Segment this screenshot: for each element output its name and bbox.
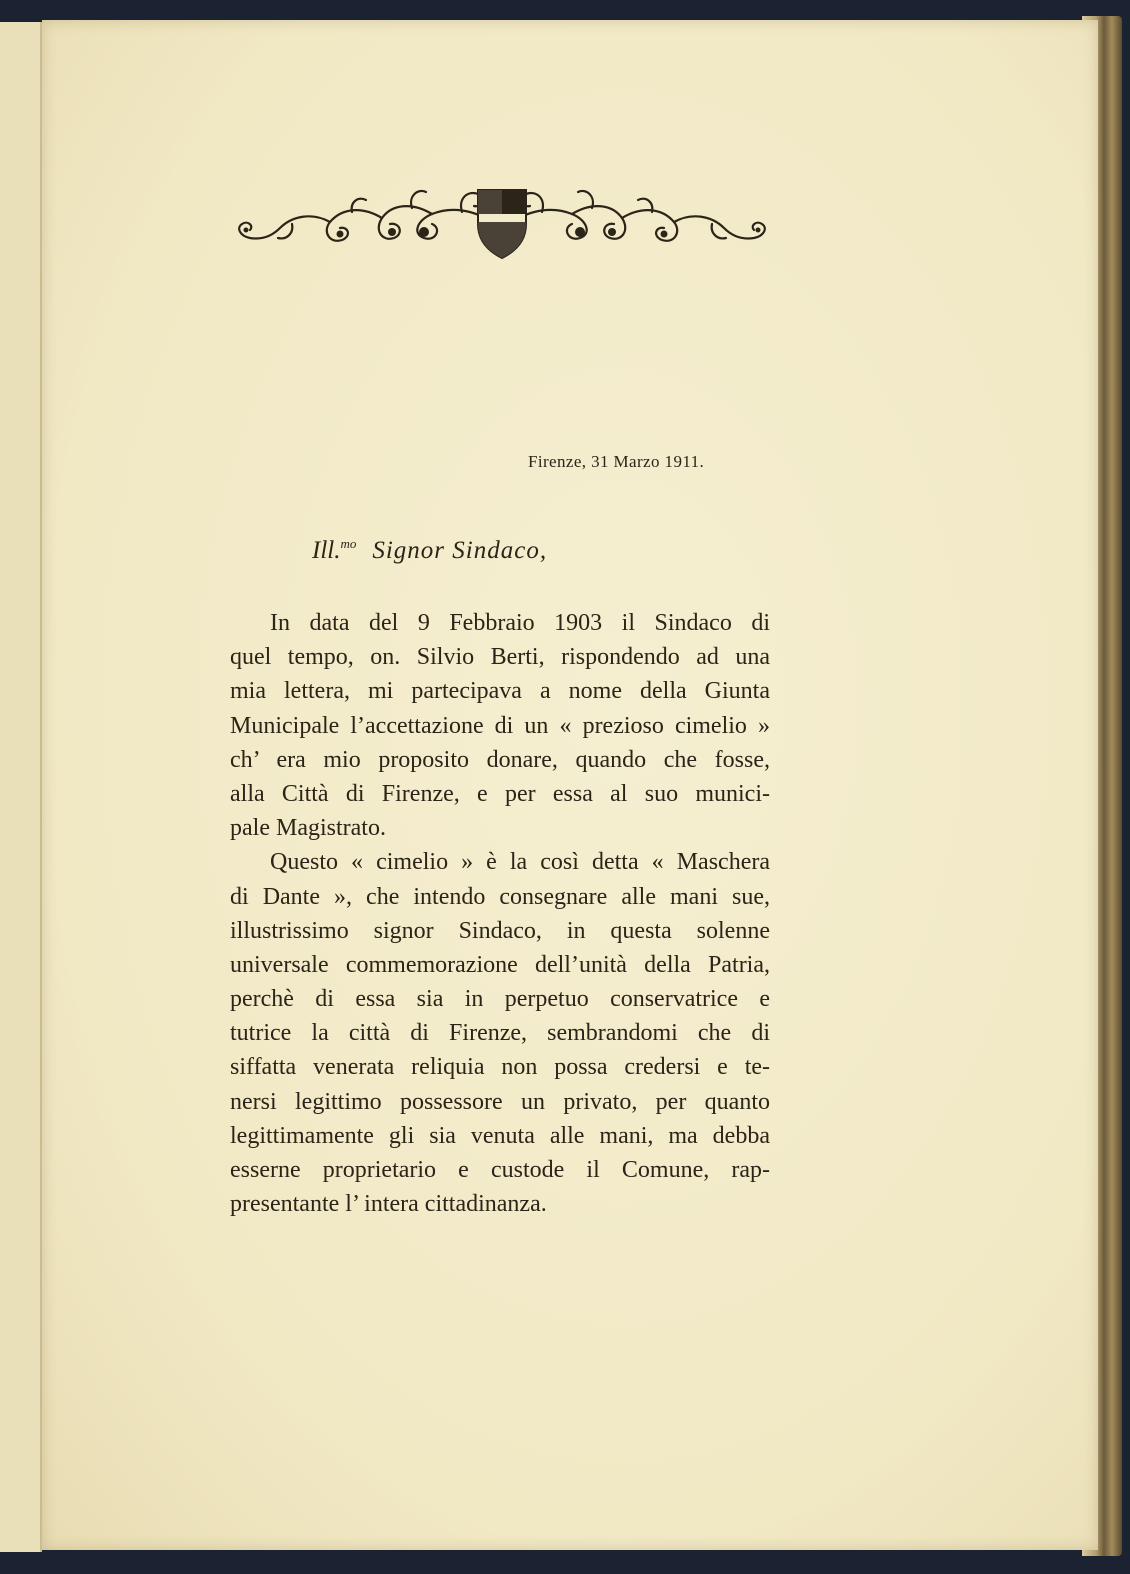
- ornament-headpiece-icon: [232, 182, 772, 262]
- letter-body: [230, 606, 770, 1221]
- text-line: tutrice la città di Firenze, sembrandomi che di: [230, 1020, 770, 1047]
- salutation-superscript: mo: [340, 536, 357, 551]
- text-line: presentante l’ intera cittadinanza.: [230, 1191, 547, 1218]
- text-line: Municipale l’accettazione di un « prezioso cimelio »: [230, 712, 770, 739]
- text-line: legittimamente gli sia venuta alle mani, ma debba: [230, 1122, 770, 1149]
- text-line: In data del 9 Febbraio 1903 il Sindaco di: [270, 610, 770, 636]
- text-line: mia lettera, mi partecipava a nome della Giunta: [230, 678, 770, 705]
- text-line: esserne proprietario e custode il Comune, rap-: [230, 1157, 770, 1183]
- paragraph-1: [230, 606, 770, 845]
- text-line: siffatta venerata reliquia non possa credersi e te-: [230, 1054, 770, 1081]
- text-line: quel tempo, on. Silvio Berti, rispondendo ad una: [230, 644, 770, 671]
- text-line: illustrissimo signor Sindaco, in questa solenne: [230, 917, 770, 944]
- text-line: nersi legittimo possessore un privato, per quanto: [230, 1088, 770, 1115]
- salutation-text: Signor Sindaco,: [372, 537, 548, 564]
- text-line: di Dante », che intendo consegnare alle mani sue,: [230, 883, 770, 910]
- text-line: alla Città di Firenze, e per essa al suo munici-: [230, 780, 770, 807]
- text-line: pale Magistrato.: [230, 815, 386, 842]
- text-line: ch’ era mio proposito donare, quando che fosse,: [230, 746, 770, 773]
- text-line: Questo « cimelio » è la così detta « Maschera: [270, 849, 770, 876]
- text-line: perchè di essa sia in perpetuo conservatrice e: [230, 986, 770, 1013]
- facing-page-edge: [0, 22, 42, 1552]
- page: [42, 20, 1098, 1550]
- text-line: universale commemorazione dell’unità della Patria,: [230, 951, 770, 978]
- salutation: [312, 536, 547, 565]
- shield-icon: [478, 190, 526, 258]
- dateline: Firenze, 31 Marzo 1911.: [528, 452, 705, 471]
- paragraph-2: [230, 845, 770, 1221]
- salutation-ill: Ill.: [312, 537, 341, 564]
